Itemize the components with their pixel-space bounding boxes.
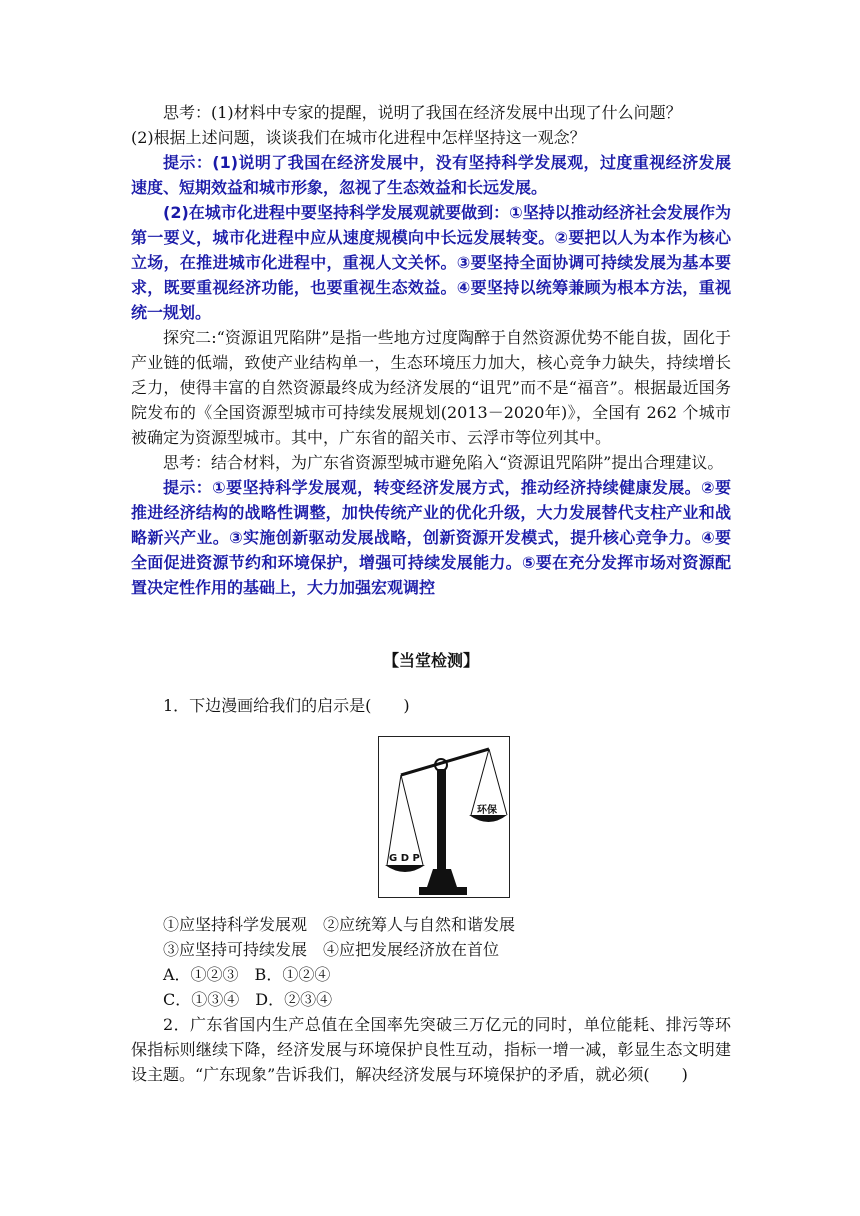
- question-1-stem: 1．下边漫画给我们的启示是( ): [163, 696, 410, 715]
- document-page: [131, 100, 731, 1087]
- balance-scale-cartoon: [378, 736, 510, 898]
- explore2-think: 思考：结合材料，为广东省资源型城市避免陷入“资源诅咒陷阱”提出合理建议。: [163, 453, 724, 472]
- question-1-choices-line-2: C．①③④ D．②③④: [163, 990, 333, 1009]
- think-question-1: 思考：(1)材料中专家的提醒，说明了我国在经济发展中出现了什么问题？: [163, 103, 682, 122]
- question-1-choices-line-1: A．①②③ B．①②④: [163, 965, 331, 984]
- think-question-2: (2)根据上述问题，谈谈我们在城市化进程中怎样坚持这一观念？: [131, 128, 586, 147]
- section-title: 【当堂检测】: [382, 651, 479, 670]
- explore2-material: 探究二:“资源诅咒陷阱”是指一些地方过度陶醉于自然资源优势不能自拔，固化于产业链的低端，致使产业结构单一，生态环境压力加大，核心竞争力缺失，持续增长乏力，使得丰富的自然资源最终成为经济发展的“诅咒”而不是“福音”。根据最近国务院发布的《全国资源型城市可持续发展规划(2013－2020年)》，全国有 262 个城市被确定为资源型城市。其中，广东省的韶关市、云浮市等位列其中。: [131, 328, 731, 447]
- left-pan-label: G D P: [389, 853, 420, 864]
- explore2-hint: 提示：①要坚持科学发展观，转变经济发展方式，推动经济持续健康发展。②要推进经济结构的战略性调整，加快传统产业的优化升级，大力发展替代支柱产业和战略新兴产业。③实施创新驱动发展战略，创新资源开发模式，提升核心竞争力。④要全面促进资源节约和环境保护，增强可持续发展能力。⑤要在充分发挥市场对资源配置决定性作用的基础上，大力加强宏观调控: [131, 478, 731, 597]
- question-1-options-line-1: ①应坚持科学发展观 ②应统筹人与自然和谐发展: [163, 915, 516, 934]
- right-pan-label: 环保: [477, 805, 497, 816]
- hint-paragraph-1: 提示：(1)说明了我国在经济发展中，没有坚持科学发展观，过度重视经济发展速度、短期效益和城市形象，忽视了生态效益和长远发展。: [131, 153, 731, 197]
- balance-scale-icon: [379, 737, 509, 897]
- hint-paragraph-2: (2)在城市化进程中要坚持科学发展观就要做到：①坚持以推动经济社会发展作为第一要义，城市化进程中应从速度规模向中长远发展转变。②要把以人为本作为核心立场，在推进城市化进程中，重视人文关怀。③要坚持全面协调可持续发展为基本要求，既要重视经济功能，也要重视生态效益。④要坚持以统筹兼顾为根本方法，重视统一规划。: [131, 203, 731, 322]
- question-2-stem: 2．广东省国内生产总值在全国率先突破三万亿元的同时，单位能耗、排污等环保指标则继续下降，经济发展与环境保护良性互动，指标一增一减，彰显生态文明建设主题。“广东现象”告诉我们，解决经济发展与环境保护的矛盾，就必须( ): [131, 1015, 731, 1084]
- question-1-options-line-2: ③应坚持可持续发展 ④应把发展经济放在首位: [163, 940, 500, 959]
